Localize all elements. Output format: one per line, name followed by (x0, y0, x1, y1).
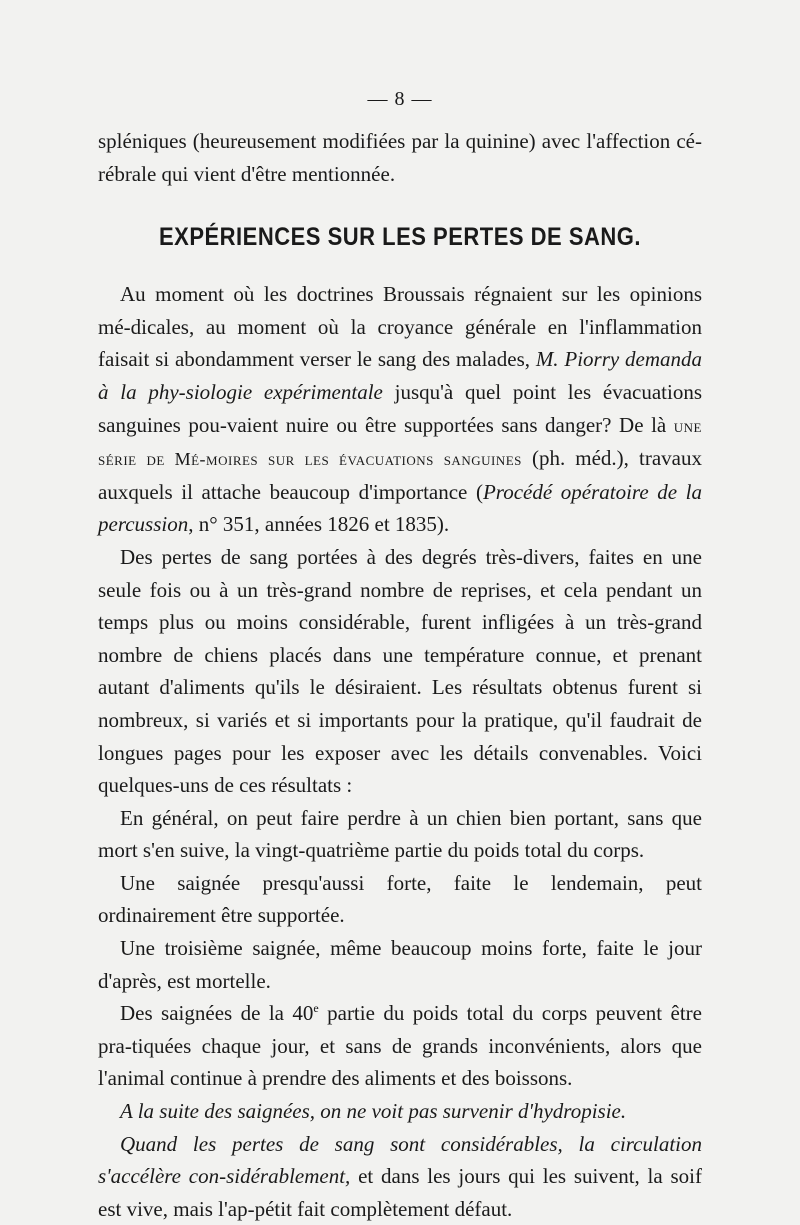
paragraph-broussais (98, 278, 702, 541)
paragraph-result-3: Une troisième saignée, même beaucoup moins forte, faite le jour d'après, est mortelle. (98, 936, 702, 993)
paragraph-result-4 (98, 997, 702, 1095)
ordinal-superscript: e (313, 1001, 319, 1016)
page-number: — 8 — (367, 88, 433, 110)
paragraph-result-2: Une saignée presqu'aussi forte, faite le lendemain, peut ordinairement être supportée. (98, 870, 702, 928)
source-reference: Procédé opératoire de la percussion (98, 479, 703, 537)
para1-text-c: (ph. méd.), travaux auxquels il attache beaucoup d'importance ( (98, 446, 702, 504)
hydropisie-statement: A la suite des saignées, on ne voit pas survenir d'hydropisie. (120, 1099, 627, 1124)
circulation-statement: Quand les pertes de sang sont considérables, la circulation s'accélère con-sidérablement, (98, 1131, 702, 1189)
para8-text-rest: et dans les jours qui les suivent, la soif est vive, mais l'ap-pétit fait complètement défaut. (98, 1164, 702, 1221)
paragraph-result-6 (98, 1128, 702, 1225)
paragraph-experiments: Des pertes de sang portées à des degrés très-divers, faites en une seule fois ou à un très-grand nombre de reprises, et cela pendant un temps plus ou moins considérable, furent infligées à un très-grand nombre de chiens placés dans une température connue, et prenant autant d'aliments qu'ils le désiraient. Les résultats obtenus furent si nombreux, si variés et si importants pour la pratique, qu'il faudrait de longues pages pour les exposer avec les détails convenables. Voici quelques-uns de ces résultats : (98, 544, 702, 798)
para1-text-b: jusqu'à quel point les évacuations sanguines pou-vaient nuire ou être supportées sans danger? De là (98, 379, 703, 437)
paragraph-result-5 (98, 1095, 702, 1128)
memoir-series-title: une série de Mé-moires sur les évacuations sanguines (98, 415, 702, 470)
paragraph-result-1: En général, on peut faire perdre à un chien bien portant, sans que mort s'en suive, la vingt-quatrième partie du poids total du corps. (98, 805, 702, 863)
author-reference: M. Piorry demanda à la phy-siologie expérimentale (98, 347, 703, 404)
para1-text-d: , n° 351, années 1826 et 1835). (188, 512, 450, 537)
para1-text-a: Au moment où les doctrines Broussais régnaient sur les opinions mé-dicales, au moment où la croyance générale en l'inflammation faisait si abondamment verser le sang des malades, (98, 282, 702, 372)
section-heading: EXPÉRIENCES SUR LES PERTES DE SANG. (158, 222, 642, 251)
intro-paragraph: spléniques (heureusement modifiées par la quinine) avec l'affection cé-rébrale qui vient d'être mentionnée. (98, 129, 702, 186)
para6-text-a: Des saignées de la 40 (120, 1001, 314, 1026)
para6-text-b: partie du poids total du corps peuvent être pra-tiquées chaque jour, et sans de grands inconvénients, alors que l'animal continue à prendre des aliments et des boissons. (98, 1001, 702, 1091)
